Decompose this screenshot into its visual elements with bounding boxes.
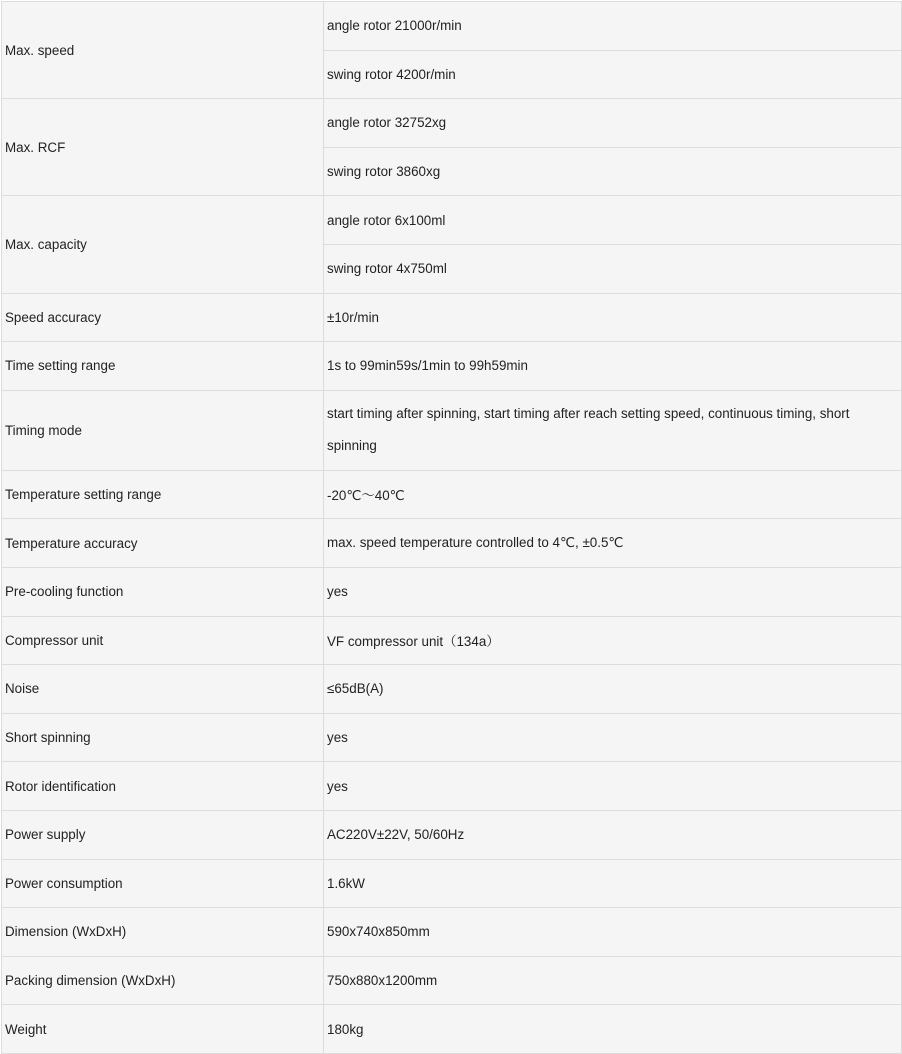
spec-value: swing rotor 4x750ml	[324, 244, 902, 293]
spec-label: Power supply	[2, 810, 324, 859]
spec-value: yes	[324, 762, 902, 811]
spec-label: Weight	[2, 1005, 324, 1054]
spec-label: Speed accuracy	[2, 293, 324, 342]
spec-label: Compressor unit	[2, 616, 324, 665]
spec-label: Time setting range	[2, 342, 324, 391]
spec-row	[2, 519, 902, 568]
spec-label: Packing dimension (WxDxH)	[2, 956, 324, 1005]
specification-table-body	[2, 2, 902, 1054]
spec-value: ±10r/min	[324, 293, 902, 342]
spec-row	[2, 859, 902, 908]
spec-value: VF compressor unit（134a）	[324, 616, 902, 665]
spec-value: start timing after spinning, start timing after reach setting speed, continuous timing, short spinning	[324, 390, 902, 470]
spec-label: Pre-cooling function	[2, 567, 324, 616]
spec-label: Dimension (WxDxH)	[2, 908, 324, 957]
spec-row	[2, 567, 902, 616]
spec-row	[2, 1005, 902, 1054]
spec-label: Temperature setting range	[2, 470, 324, 519]
spec-row	[2, 616, 902, 665]
spec-label: Timing mode	[2, 390, 324, 470]
spec-value: swing rotor 3860xg	[324, 147, 902, 196]
spec-row	[2, 470, 902, 519]
spec-row	[2, 956, 902, 1005]
spec-value: ≤65dB(A)	[324, 665, 902, 714]
spec-value: 180kg	[324, 1005, 902, 1054]
spec-value: yes	[324, 713, 902, 762]
spec-row	[2, 196, 902, 245]
spec-label: Noise	[2, 665, 324, 714]
spec-value: 590x740x850mm	[324, 908, 902, 957]
spec-value: max. speed temperature controlled to 4℃, ±0.5℃	[324, 519, 902, 568]
spec-row	[2, 762, 902, 811]
spec-label: Max. RCF	[2, 99, 324, 196]
spec-row	[2, 908, 902, 957]
spec-value: 1.6kW	[324, 859, 902, 908]
spec-label: Rotor identification	[2, 762, 324, 811]
spec-label: Max. capacity	[2, 196, 324, 293]
spec-row	[2, 342, 902, 391]
spec-row	[2, 2, 902, 51]
spec-row	[2, 665, 902, 714]
specification-table	[1, 1, 902, 1054]
spec-value: angle rotor 21000r/min	[324, 2, 902, 51]
spec-value: swing rotor 4200r/min	[324, 50, 902, 99]
spec-value: -20℃～40℃	[324, 470, 902, 519]
spec-value: 750x880x1200mm	[324, 956, 902, 1005]
spec-label: Short spinning	[2, 713, 324, 762]
spec-row	[2, 293, 902, 342]
spec-label: Power consumption	[2, 859, 324, 908]
spec-label: Max. speed	[2, 2, 324, 99]
spec-row	[2, 390, 902, 470]
spec-value: yes	[324, 567, 902, 616]
spec-row	[2, 99, 902, 148]
spec-row	[2, 810, 902, 859]
spec-value: angle rotor 6x100ml	[324, 196, 902, 245]
spec-label: Temperature accuracy	[2, 519, 324, 568]
spec-value: 1s to 99min59s/1min to 99h59min	[324, 342, 902, 391]
spec-row	[2, 713, 902, 762]
spec-value: AC220V±22V, 50/60Hz	[324, 810, 902, 859]
spec-value: angle rotor 32752xg	[324, 99, 902, 148]
